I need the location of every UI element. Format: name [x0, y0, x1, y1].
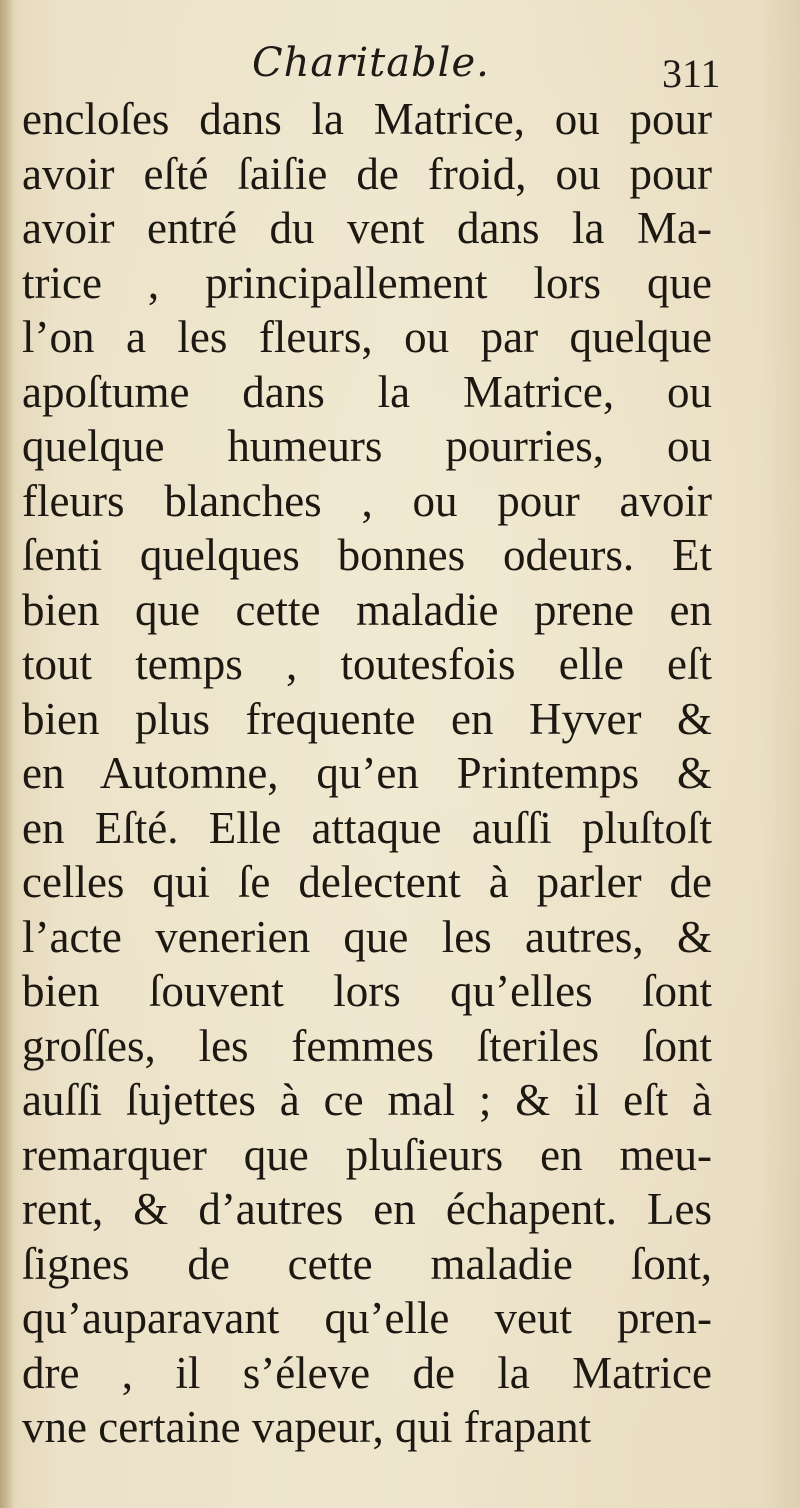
- text-line: bien que cette maladie prene en: [22, 584, 712, 635]
- text-line: dre , il s’éleve de la Matrice: [22, 1347, 712, 1398]
- text-line: bien ſouvent lors qu’elles ſont: [22, 966, 712, 1016]
- text-line: rent, & d’autres en échapent. Les: [22, 1184, 712, 1234]
- text-line: tout temps , toutesfois elle eſt: [22, 639, 712, 689]
- text-line: bien plus frequente en Hyver &: [22, 693, 712, 744]
- text-line: l’on a les fleurs, ou par quelque: [22, 312, 712, 362]
- page-number: 311: [662, 51, 721, 96]
- text-line: ſignes de cette maladie ſont,: [22, 1238, 712, 1289]
- running-head: [0, 38, 800, 98]
- text-line: trice , principallement lors que: [22, 257, 712, 308]
- text-line: auſſi ſujettes à ce mal ; & il eſt à: [22, 1075, 712, 1125]
- text-line: ſenti quelques bonnes odeurs. Et: [22, 530, 712, 580]
- text-line: remarquer que pluſieurs en meu-: [22, 1129, 712, 1180]
- text-line: vne certaine vapeur, qui frapant: [22, 1402, 592, 1452]
- text-line: avoir eſté ſaiſie de froid, ou pour: [22, 148, 712, 199]
- text-line: qu’auparavant qu’elle veut pren-: [22, 1293, 712, 1343]
- text-line: encloſes dans la Matrice, ou pour: [22, 94, 712, 144]
- text-line: en Eſté. Elle attaque auſſi pluſtoſt: [22, 802, 712, 853]
- text-line: groſſes, les femmes ſteriles ſont: [22, 1020, 712, 1071]
- text-line: fleurs blanches , ou pour avoir: [22, 475, 712, 526]
- page-gutter-shadow: [0, 0, 14, 1508]
- text-line: quelque humeurs pourries, ou: [22, 421, 712, 471]
- text-line: apoſtume dans la Matrice, ou: [22, 366, 712, 417]
- body-text: [22, 92, 712, 1455]
- text-line: en Automne, qu’en Printemps &: [22, 748, 712, 798]
- text-line: l’acte venerien que les autres, &: [22, 911, 712, 962]
- text-line: celles qui ſe delectent à parler de: [22, 857, 712, 907]
- text-line: avoir entré du vent dans la Ma-: [22, 203, 712, 253]
- running-title: Charitable.: [252, 40, 490, 86]
